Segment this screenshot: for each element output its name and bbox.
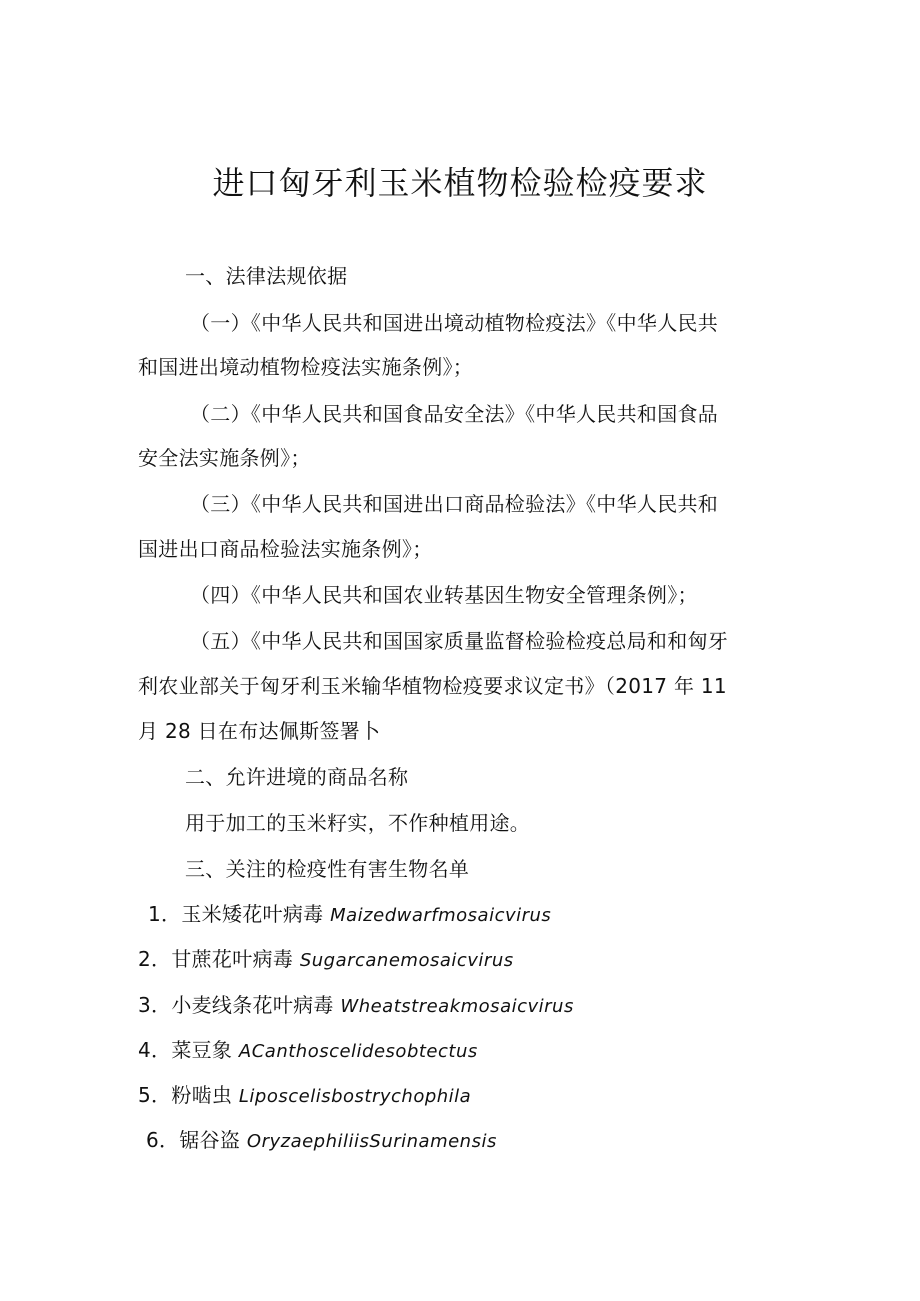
pest-number: 5． bbox=[138, 1083, 172, 1107]
pest-number: 3． bbox=[138, 993, 172, 1017]
pest-item bbox=[148, 900, 551, 930]
pest-item bbox=[138, 945, 514, 975]
document-title: 进口匈牙利玉米植物检验检疫要求 bbox=[212, 164, 708, 202]
law-item-1-line-2: 和国进出境动植物检疫法实施条例》； bbox=[138, 355, 474, 379]
law-item-5-line-2: 利农业部关于匈牙利玉米输华植物检疫要求议定书》（2017 年 11 bbox=[138, 674, 727, 698]
section-1-heading: 一、法律法规依据 bbox=[185, 264, 348, 288]
pest-number: 1． bbox=[148, 902, 182, 926]
law-item-1-line-1: （一）《中华人民共和国进出境动植物检疫法》《中华人民共 bbox=[190, 311, 719, 335]
pest-scientific-name: OryzaephiliisSurinamensis bbox=[246, 1131, 497, 1152]
law-item-2-line-1: （二）《中华人民共和国食品安全法》《中华人民共和国食品 bbox=[190, 402, 719, 426]
pest-item bbox=[138, 1036, 478, 1066]
law-item-5-line-3: 月 28 日在布达佩斯签署卜 bbox=[138, 719, 381, 743]
pest-chinese-name: 粉啮虫 bbox=[171, 1083, 233, 1107]
pest-scientific-name: Liposcelisbostrychophila bbox=[238, 1086, 472, 1107]
pest-scientific-name: Wheatstreakmosaicvirus bbox=[340, 996, 574, 1017]
pest-item bbox=[146, 1126, 497, 1156]
law-item-2-line-2: 安全法实施条例》； bbox=[138, 446, 311, 470]
law-item-4: （四）《中华人民共和国农业转基因生物安全管理条例》； bbox=[190, 583, 698, 607]
law-item-5-line-1: （五）《中华人民共和国国家质量监督检验检疫总局和和匈牙 bbox=[190, 629, 729, 653]
section-2-text: 用于加工的玉米籽实，不作种植用途。 bbox=[185, 811, 531, 835]
pest-item bbox=[138, 991, 574, 1021]
law-item-3-line-2: 国进出口商品检验法实施条例》； bbox=[138, 537, 433, 561]
pest-scientific-name: Sugarcanemosaicvirus bbox=[299, 950, 514, 971]
section-3-heading: 三、关注的检疫性有害生物名单 bbox=[185, 857, 470, 881]
pest-number: 6． bbox=[146, 1128, 180, 1152]
pest-chinese-name: 菜豆象 bbox=[171, 1038, 233, 1062]
pest-scientific-name: Maizedwarfmosaicvirus bbox=[330, 905, 552, 926]
pest-chinese-name: 玉米矮花叶病毒 bbox=[181, 902, 324, 926]
pest-chinese-name: 锯谷盗 bbox=[179, 1128, 241, 1152]
pest-scientific-name: ACanthoscelidesobtectus bbox=[238, 1041, 478, 1062]
pest-number: 2． bbox=[138, 947, 172, 971]
law-item-3-line-1: （三）《中华人民共和国进出口商品检验法》《中华人民共和 bbox=[190, 492, 719, 516]
pest-chinese-name: 小麦线条花叶病毒 bbox=[171, 993, 334, 1017]
pest-chinese-name: 甘蔗花叶病毒 bbox=[171, 947, 294, 971]
pest-item bbox=[138, 1081, 471, 1111]
pest-number: 4． bbox=[138, 1038, 172, 1062]
section-2-heading: 二、允许进境的商品名称 bbox=[185, 765, 409, 789]
